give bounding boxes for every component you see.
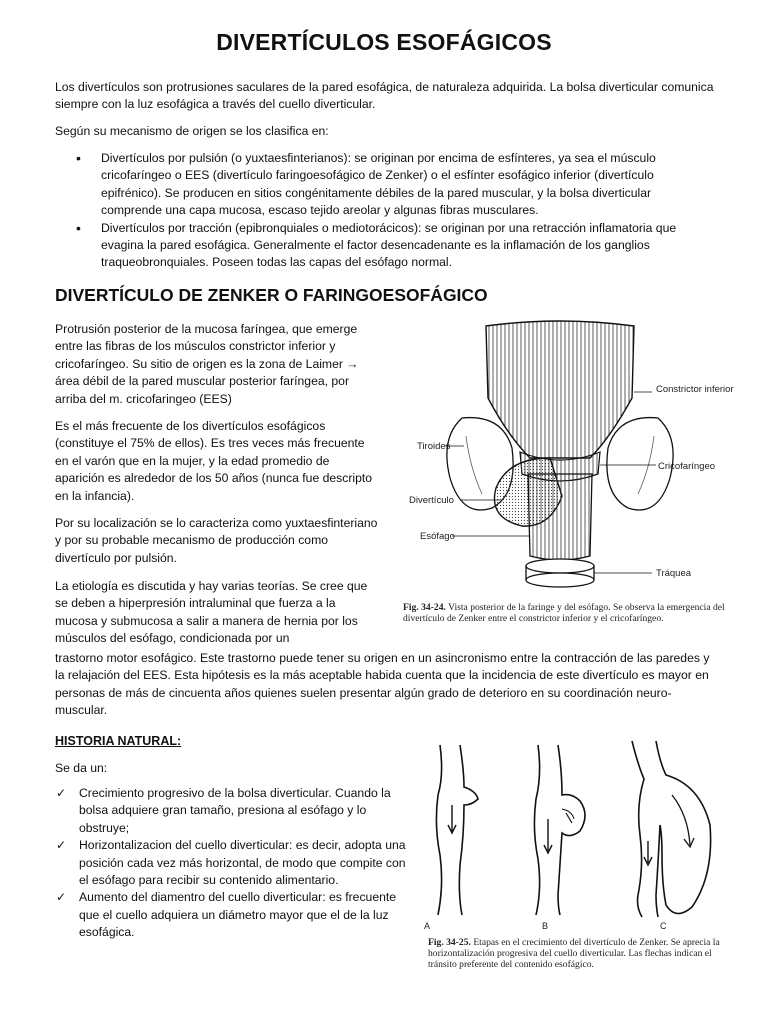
history-lead: Se da un: <box>55 761 108 775</box>
label-thyroid: Tiroides <box>417 441 451 452</box>
stage-c <box>632 741 711 931</box>
trachea <box>526 573 594 587</box>
zenker-paragraph-etiology: La etiología es discutida y hay varias teorías. Se cree que se deben a hiperpresión intraluminal que fuerza a la mucosa y submucosa a salir a manera de hernia por los músculos del esófago, condicionada por un <box>55 579 368 646</box>
anatomy-illustration <box>400 318 740 600</box>
stage-label-c: C <box>660 921 667 931</box>
label-constrictor: Constrictor inferior <box>656 384 734 395</box>
section-title: DIVERTÍCULO DE ZENKER O FARINGOESOFÁGICO <box>55 285 488 305</box>
figure2-caption-text: Etapas en el crecimiento del divertículo de Zenker. Se aprecia la horizontalización progresiva del cuello diverticular. Las flechas indican el tránsito preferente del contenido esofágico. <box>428 937 720 970</box>
label-diverticulum: Divertículo <box>409 495 454 506</box>
figure1-number: Fig. 34-24. <box>403 602 446 613</box>
label-cricopharyngeus: Cricofaríngeo <box>658 461 716 472</box>
figure1-caption-text: Vista posterior de la faringe y del esófago. Se observa la emergencia del divertículo de Zenker entre el constrictor inferior y el cricofaríngeo. <box>403 602 725 624</box>
list-item: ✓ Aumento del diamentro del cuello diverticular: es frecuente que el cuello adquiera un diámetro mayor que el de la luz esofágica. <box>55 889 410 941</box>
stage-a <box>424 745 478 931</box>
figure-zenker-stages <box>420 735 740 935</box>
intro-paragraph: Los divertículos son protrusiones saculares de la pared esofágica, de naturaleza adquirida. La bolsa diverticular comunica siempre con la luz esofágica a través del cuello diverticular. <box>55 80 714 112</box>
stage-label-b: B <box>542 921 549 931</box>
list-item: ✓ Crecimiento progresivo de la bolsa diverticular. Cuando la bolsa adquiere gran tamaño, presiona al esófago y lo obstruye; <box>55 785 410 837</box>
figure2-caption <box>428 937 740 970</box>
stage-b <box>534 745 585 931</box>
page-title: DIVERTÍCULOS ESOFÁGICOS <box>216 29 552 55</box>
zenker-paragraph-frequency: Es el más frecuente de los divertículos esofágicos (constituye el 75% de ellos). Es tres veces más frecuente en el varón que en la mujer, y la edad promedio de aparición es alrededor de los 50 años (nunca fue descripto en la infancia). <box>55 419 373 503</box>
history-heading: HISTORIA NATURAL: <box>55 734 182 748</box>
list-item: ✓ Horizontalizacion del cuello diverticular: es decir, adopta una posición cada vez más horizontal, de modo que compite con el esófago para recibir su contenido alimentario. <box>55 837 410 889</box>
list-item: • Divertículos por tracción (epibronquiales o mediotorácicos): se originan por una retracción inflamatoria que evagina la pared esofágica. Generalmente el factor desencadenante es la inflamación de los ganglios traqueobronquiales. Poseen todas las capas del esófago normal. <box>55 220 715 272</box>
stage-label-a: A <box>424 921 431 931</box>
zenker-paragraph-etiology-cont: trastorno motor esofágico. Este trastorno puede tener su origen en un asincronismo entre la contracción de las paredes y la relajación del EES. Esta hipótesis es la más aceptable habida cuenta que la incidencia de este divertículo es mayor en personas de más de cincuenta años quienes suelen presentar algún grado de deterioro en su coordinación neuro- muscular. <box>55 651 710 718</box>
diverticula-types-list <box>55 150 715 272</box>
figure1-caption <box>403 602 733 624</box>
stages-illustration <box>420 735 740 935</box>
label-trachea: Tráquea <box>656 568 692 579</box>
label-esophagus: Esófago <box>420 531 455 542</box>
history-checklist <box>55 785 410 942</box>
list-item: • Divertículos por pulsión (o yuxtaesfinterianos): se originan por encima de esfínteres, ya sea el músculo cricofaríngeo o EES (divertículo faringoesofágico de Zenker) o el esfínter esofágico inferior (divertículo epifrénico). Se producen en sitios congénitamente débiles de la pared muscular, y la bolsa diverticular comprende una capa mucosa, escaso tejido areolar y algunas fibras musculares. <box>55 150 715 220</box>
figure2-number: Fig. 34-25. <box>428 937 471 948</box>
esophagus <box>528 474 592 560</box>
zenker-paragraph-classification: Por su localización se lo caracteriza como yuxtaesfinteriano y por su probable mecanismo de producción como divertículo por pulsión. <box>55 516 378 565</box>
classification-intro: Según su mecanismo de origen se los clasifica en: <box>55 124 329 138</box>
zenker-paragraph-definition: Protrusión posterior de la mucosa faríngea, que emerge entre las fibras de los músculos constrictor inferior y cricofaríngeo. Su sitio de origen es la zona de Laimer → área débil de la pared muscular posterior faríngea, por arriba del m. cricofaringeo (EES) <box>55 322 359 406</box>
figure-zenker-anatomy <box>400 318 740 600</box>
